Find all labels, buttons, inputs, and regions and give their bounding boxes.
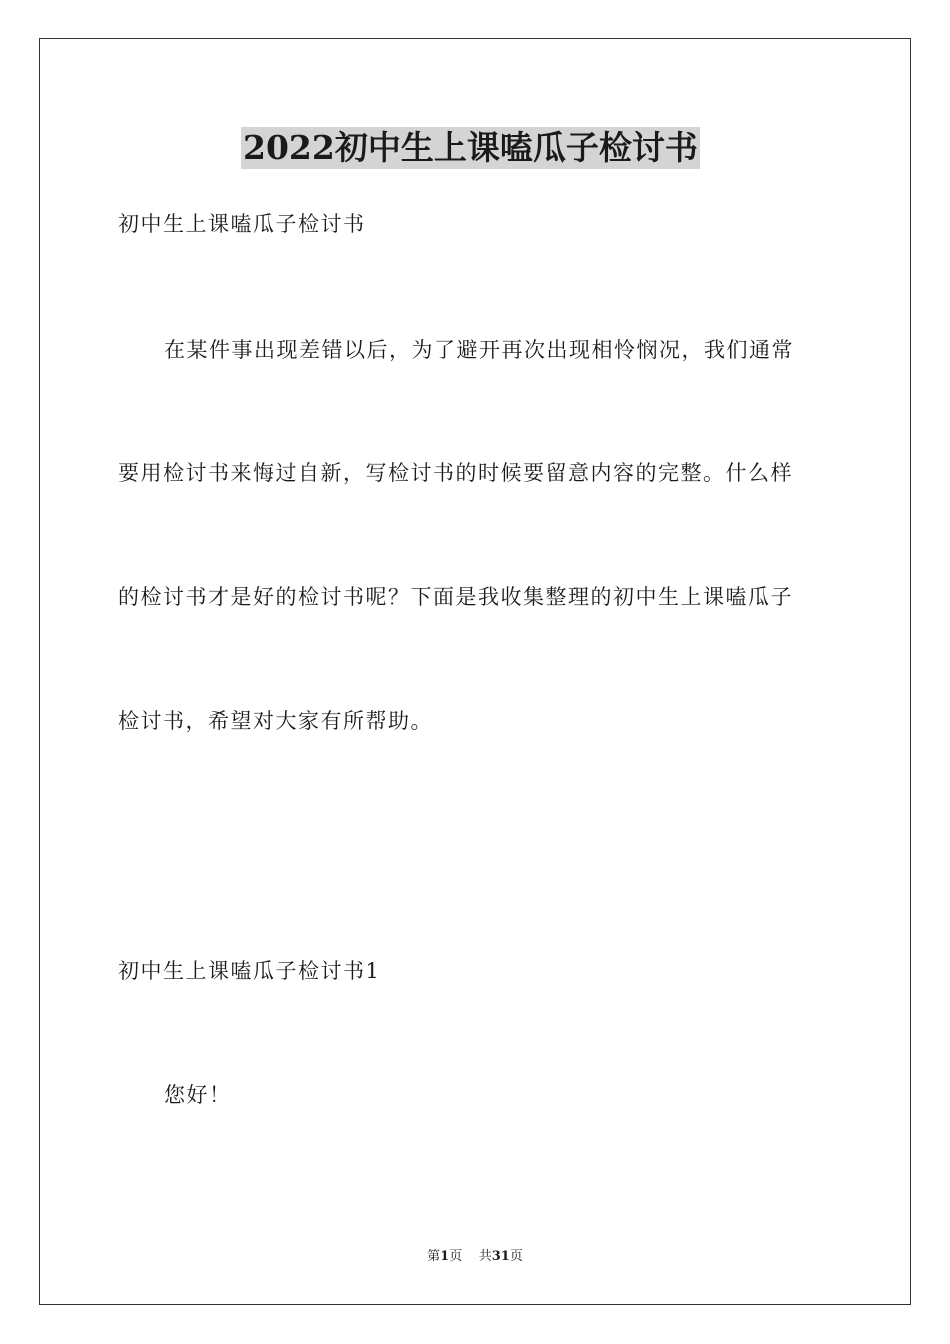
document-title: 2022初中生上课嗑瓜子检讨书 (243, 128, 698, 167)
footer-prefix: 第 (427, 1249, 441, 1264)
footer-total-prefix: 共 (478, 1249, 492, 1264)
footer-page-number: 1 (440, 1249, 450, 1264)
footer-total-suffix: 页 (509, 1249, 523, 1264)
footer-total-pages: 31 (491, 1249, 510, 1264)
paragraph-line: 要用检讨书来悔过自新，写检讨书的时候要留意内容的完整。什么样 (118, 461, 793, 485)
footer-page-suffix: 页 (449, 1249, 463, 1264)
greeting: 您好！ (164, 1083, 232, 1107)
section-heading: 初中生上课嗑瓜子检讨书1 (118, 959, 381, 983)
document-heading: 初中生上课嗑瓜子检讨书 (118, 212, 366, 236)
paragraph-line: 检讨书，希望对大家有所帮助。 (118, 709, 433, 733)
page-footer (0, 1248, 950, 1266)
paragraph-line: 在某件事出现差错以后，为了避开再次出现相怜悯况，我们通常 (164, 338, 794, 362)
paragraph-line: 的检讨书才是好的检讨书呢？下面是我收集整理的初中生上课嗑瓜子 (118, 585, 793, 609)
